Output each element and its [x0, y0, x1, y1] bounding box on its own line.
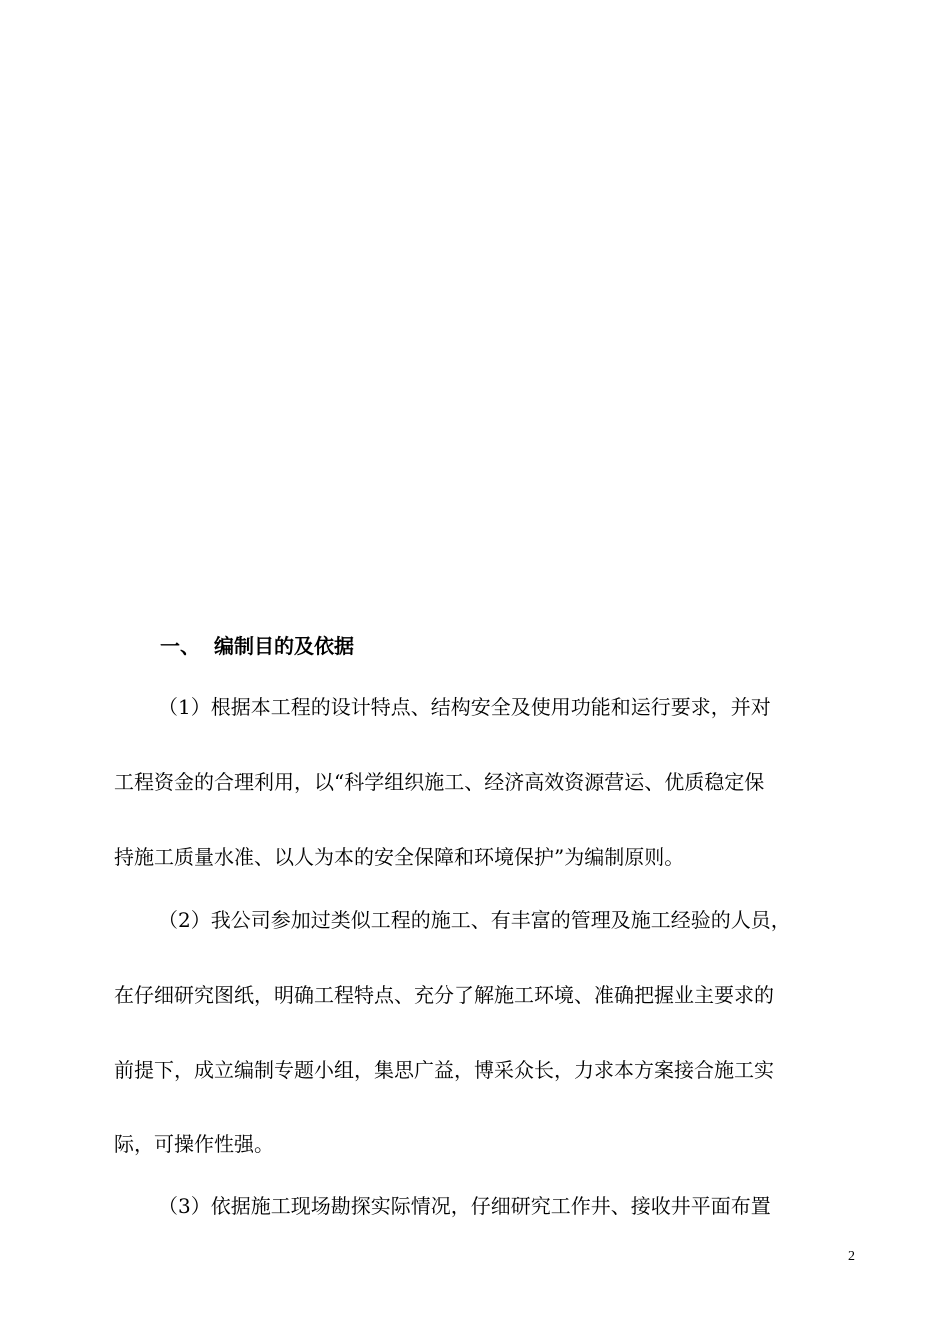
- paragraph-1-line-2: 工程资金的合理利用，以“科学组织施工、经济高效资源营运、优质稳定保: [114, 770, 765, 794]
- paragraph-2-line-1: （2）我公司参加过类似工程的施工、有丰富的管理及施工经验的人员，: [158, 908, 791, 932]
- paragraph-1-line-1: （1）根据本工程的设计特点、结构安全及使用功能和运行要求，并对: [158, 695, 771, 719]
- paragraph-3-line-1: （3）依据施工现场勘探实际情况，仔细研究工作井、接收井平面布置: [158, 1194, 771, 1218]
- section-number: 一、: [160, 634, 200, 658]
- paragraph-1-line-3: 持施工质量水准、以人为本的安全保障和环境保护”为编制原则。: [114, 845, 685, 869]
- page-number: 2: [848, 1249, 855, 1264]
- section-title: 编制目的及依据: [214, 634, 354, 658]
- paragraph-2-line-3: 前提下，成立编制专题小组，集思广益，博采众长，力求本方案接合施工实: [114, 1058, 774, 1082]
- section-heading: [160, 632, 354, 660]
- paragraph-2-line-2: 在仔细研究图纸，明确工程特点、充分了解施工环境、准确把握业主要求的: [114, 983, 774, 1007]
- paragraph-2-line-4: 际，可操作性强。: [114, 1132, 274, 1156]
